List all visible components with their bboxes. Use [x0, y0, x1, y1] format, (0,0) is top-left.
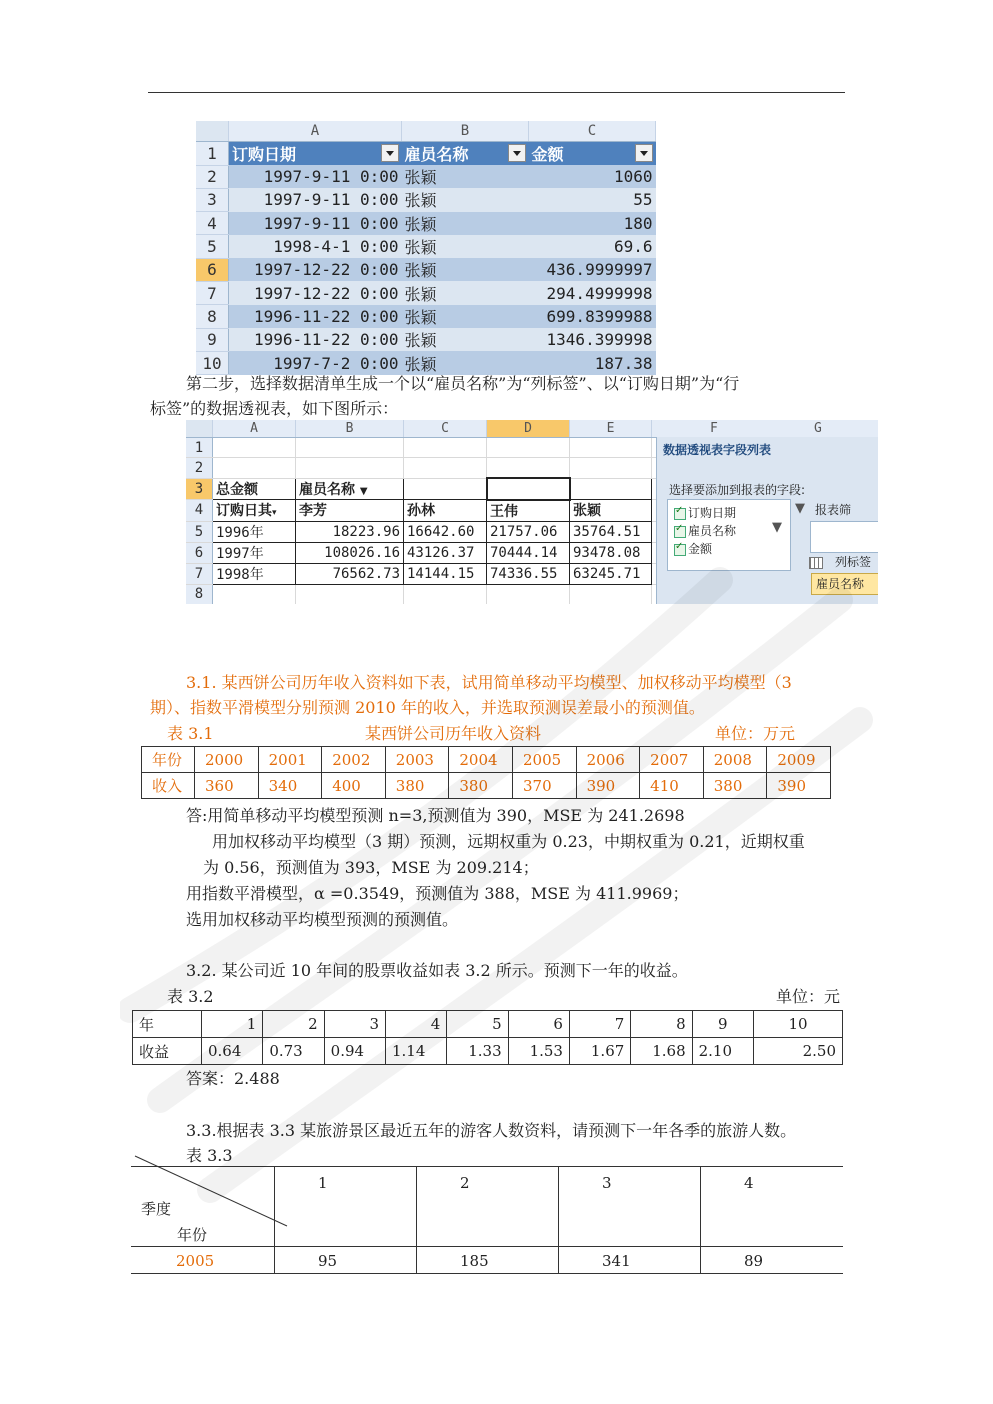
year-cell: 3 — [324, 1011, 385, 1038]
corner-quarter-label: 季度 — [141, 1200, 172, 1218]
select-all-corner — [196, 121, 229, 142]
year-cell: 2000 — [195, 747, 259, 773]
revenue-cell: 410 — [640, 773, 704, 799]
checkbox-icon[interactable] — [674, 508, 686, 520]
quarter-header: 3 — [602, 1174, 612, 1192]
row-number: 10 — [196, 351, 229, 374]
date-cell: 1997-12-22 0:00 — [229, 258, 402, 281]
amount-cell: 436.9999997 — [529, 258, 656, 281]
value-cell: 16642.60 — [404, 521, 487, 542]
row-number: 9 — [196, 328, 229, 351]
table-row — [142, 773, 831, 799]
revenue-cell: 370 — [512, 773, 576, 799]
q31-answer-2: 用加权移动平均模型（3 期）预测，远期权重为 0.23，中期权重为 0.21，近期权重 — [212, 832, 805, 851]
row-number: 6 — [186, 542, 213, 563]
value-cell: 21757.06 — [487, 521, 570, 542]
value-cell: 341 — [602, 1252, 631, 1270]
funnel-icon: ▼ — [772, 520, 782, 535]
amount-cell: 180 — [529, 212, 656, 235]
year-cell: 2001 — [258, 747, 322, 773]
revenue-cell: 390 — [767, 773, 831, 799]
table-row — [142, 747, 831, 773]
step2-line2: 标签”的数据透视表，如下图所示： — [150, 399, 399, 418]
table-border — [131, 1246, 843, 1247]
year-cell: 1998年 — [213, 563, 296, 584]
row-number: 5 — [186, 521, 213, 542]
row-number: 2 — [186, 458, 213, 479]
row-number: 5 — [196, 235, 229, 258]
panel-prompt: 选择要添加到报表的字段: — [669, 483, 806, 497]
report-filter-box[interactable] — [810, 521, 878, 553]
q33-line1: 3.3.根据表 3.3 某旅游景区最近五年的游客人数资料，请预测下一年各季的旅游人数。 — [186, 1121, 797, 1140]
col-header-g: G — [814, 421, 822, 436]
amount-cell: 1060 — [529, 165, 656, 188]
return-cell: 2.50 — [754, 1038, 843, 1065]
year-cell: 2002 — [322, 747, 386, 773]
row-number: 8 — [186, 584, 213, 604]
col-header-c: C — [529, 121, 656, 142]
table-border — [416, 1166, 417, 1273]
table31-label: 表 3.1 — [167, 724, 214, 743]
year-cell: 2 — [263, 1011, 324, 1038]
name-cell: 张颖 — [402, 281, 529, 304]
col-header-b: B — [402, 121, 529, 142]
quarter-header: 1 — [318, 1174, 328, 1192]
date-cell: 1997-9-11 0:00 — [229, 188, 402, 211]
panel-title: 数据透视表字段列表 — [663, 443, 772, 457]
col-header-a: A — [213, 420, 296, 438]
table-row — [196, 305, 656, 328]
filter-dropdown-icon — [508, 144, 526, 162]
pivot-row-field[interactable]: 订购日其▾ — [213, 500, 296, 522]
name-cell: 张颖 — [402, 328, 529, 351]
name-cell: 张颖 — [402, 258, 529, 281]
employee-field-chip[interactable]: 雇员名称 — [811, 573, 878, 595]
col-header-d: D — [487, 420, 570, 438]
revenue-cell: 380 — [703, 773, 767, 799]
year-cell: 2005 — [176, 1252, 215, 1270]
return-cell: 0.73 — [263, 1038, 324, 1065]
year-cell: 2008 — [703, 747, 767, 773]
value-cell: 76562.73 — [296, 563, 404, 584]
value-cell: 108026.16 — [296, 542, 404, 563]
table-row — [196, 235, 656, 258]
year-cell: 7 — [569, 1011, 630, 1038]
year-cell: 6 — [508, 1011, 569, 1038]
row-number: 3 — [196, 188, 229, 211]
table-row — [196, 258, 656, 281]
q31-answer-5: 选用加权移动平均模型预测的预测值。 — [186, 910, 459, 929]
date-cell: 1996-11-22 0:00 — [229, 328, 402, 351]
row-number: 7 — [196, 281, 229, 304]
table-border — [558, 1166, 559, 1273]
value-cell: 63245.71 — [570, 563, 652, 584]
field-amount[interactable]: ✓金额 — [674, 540, 712, 557]
header-order-date: 订购日期 — [229, 142, 402, 166]
q32-line1: 3.2. 某公司近 10 年间的股票收益如表 3.2 所示。预测下一年的收益。 — [186, 961, 688, 980]
year-cell: 9 — [692, 1011, 753, 1038]
column-labels-label: 列标签 — [835, 555, 872, 569]
q31-answer-3: 为 0.56，预测值为 393，MSE 为 209.214； — [203, 858, 539, 877]
year-cell: 2006 — [576, 747, 640, 773]
name-cell: 张颖 — [402, 188, 529, 211]
table31-title: 某西饼公司历年收入资料 — [365, 724, 542, 743]
year-cell: 2004 — [449, 747, 513, 773]
date-cell: 1998-4-1 0:00 — [229, 235, 402, 258]
value-cell: 43126.37 — [404, 542, 487, 563]
name-cell: 张颖 — [402, 212, 529, 235]
active-cell[interactable] — [487, 478, 570, 499]
date-cell: 1996-11-22 0:00 — [229, 305, 402, 328]
table-3-3 — [131, 1166, 843, 1274]
date-cell: 1997-9-11 0:00 — [229, 165, 402, 188]
name-cell: 张颖 — [402, 235, 529, 258]
return-cell: 1.67 — [569, 1038, 630, 1065]
table-row — [196, 328, 656, 351]
table-row — [133, 1011, 843, 1038]
step2-line1: 第二步，选择数据清单生成一个以“雇员名称”为“列标签”、以“订购日期”为“行 — [186, 374, 740, 393]
filter-dropdown-icon — [635, 144, 653, 162]
quarter-header: 2 — [460, 1174, 470, 1192]
report-filter-label: 报表筛 — [815, 503, 852, 517]
amount-cell: 294.4999998 — [529, 281, 656, 304]
value-cell: 95 — [318, 1252, 338, 1270]
q31-answer-4: 用指数平滑模型，α =0.3549，预测值为 388，MSE 为 411.9969； — [186, 884, 689, 903]
checkbox-icon[interactable] — [674, 544, 686, 556]
field-order-date[interactable]: ✓订购日期 — [674, 504, 736, 521]
filter-dropdown-icon — [381, 144, 399, 162]
value-cell: 35764.51 — [570, 521, 652, 542]
date-cell: 1997-12-22 0:00 — [229, 281, 402, 304]
row-label: 年份 — [142, 747, 195, 773]
year-cell: 2005 — [512, 747, 576, 773]
table-row — [196, 188, 656, 211]
return-cell: 1.33 — [447, 1038, 508, 1065]
value-cell: 70444.14 — [487, 542, 570, 563]
row-number-selected: 6 — [196, 258, 229, 281]
table-border — [131, 1273, 843, 1274]
select-all-corner — [186, 420, 213, 438]
header-employee: 雇员名称 — [402, 142, 529, 166]
revenue-cell: 380 — [385, 773, 449, 799]
header-rule — [148, 92, 845, 93]
revenue-cell: 340 — [258, 773, 322, 799]
checkbox-icon[interactable] — [674, 526, 686, 538]
year-cell: 2003 — [385, 747, 449, 773]
revenue-cell: 390 — [576, 773, 640, 799]
col-header-f: F — [710, 421, 718, 436]
employee-header: 张颖 — [570, 500, 652, 522]
field-employee[interactable]: ✓雇员名称 — [674, 522, 736, 539]
table31-unit: 单位：万元 — [715, 724, 796, 743]
table-3-1 — [141, 746, 831, 799]
value-cell: 89 — [744, 1252, 764, 1270]
col-header-e: E — [570, 420, 652, 438]
pivot-field-list-panel — [656, 437, 878, 604]
amount-cell: 187.38 — [529, 351, 656, 374]
year-cell: 4 — [385, 1011, 446, 1038]
table-row — [196, 281, 656, 304]
col-header-a: A — [229, 121, 402, 142]
return-cell: 0.94 — [324, 1038, 385, 1065]
amount-cell: 1346.399998 — [529, 328, 656, 351]
table-row — [196, 212, 656, 235]
amount-cell: 55 — [529, 188, 656, 211]
table-row — [186, 563, 659, 584]
employee-header: 孙林 — [404, 500, 487, 522]
return-cell: 2.10 — [692, 1038, 753, 1065]
dropdown-icon: ▾ — [272, 508, 277, 519]
return-cell: 1.53 — [508, 1038, 569, 1065]
excel-pivot-screenshot — [186, 420, 878, 604]
amount-cell: 69.6 — [529, 235, 656, 258]
row-number: 1 — [196, 142, 229, 166]
employee-header: 王伟 — [487, 500, 570, 522]
return-cell: 1.14 — [385, 1038, 446, 1065]
table-row — [186, 542, 659, 563]
name-cell: 张颖 — [402, 351, 529, 374]
q31-line1: 3.1. 某西饼公司历年收入资料如下表，试用简单移动平均模型、加权移动平均模型（3 — [186, 673, 792, 692]
row-number: 1 — [186, 438, 213, 458]
row-number: 2 — [196, 165, 229, 188]
funnel-icon: ▼ — [795, 501, 805, 516]
value-cell: 74336.55 — [487, 563, 570, 584]
year-cell: 2009 — [767, 747, 831, 773]
year-cell: 1996年 — [213, 521, 296, 542]
row-number: 4 — [186, 500, 213, 522]
table32-unit: 单位：元 — [776, 987, 841, 1006]
year-cell: 1997年 — [213, 542, 296, 563]
value-cell: 93478.08 — [570, 542, 652, 563]
table-row — [133, 1038, 843, 1065]
year-cell: 8 — [631, 1011, 692, 1038]
year-cell: 10 — [754, 1011, 843, 1038]
table32-label: 表 3.2 — [167, 987, 214, 1006]
revenue-cell: 400 — [322, 773, 386, 799]
table33-label: 表 3.3 — [186, 1146, 233, 1165]
header-amount: 金额 — [529, 142, 656, 166]
quarter-header: 4 — [744, 1174, 754, 1192]
year-cell: 1 — [202, 1011, 263, 1038]
row-label: 收入 — [142, 773, 195, 799]
return-cell: 0.64 — [202, 1038, 263, 1065]
amount-cell: 699.8399988 — [529, 305, 656, 328]
row-number: 7 — [186, 563, 213, 584]
filter-icon: ▼ — [359, 485, 368, 497]
value-cell: 18223.96 — [296, 521, 404, 542]
name-cell: 张颖 — [402, 165, 529, 188]
year-cell: 2007 — [640, 747, 704, 773]
row-number: 4 — [196, 212, 229, 235]
row-label: 年 — [133, 1011, 202, 1038]
table-3-2 — [132, 1010, 843, 1065]
excel-data-list-screenshot — [196, 121, 660, 374]
value-cell: 14144.15 — [404, 563, 487, 584]
revenue-cell: 380 — [449, 773, 513, 799]
return-cell: 1.68 — [631, 1038, 692, 1065]
table-border — [700, 1166, 701, 1273]
year-cell: 5 — [447, 1011, 508, 1038]
value-cell: 185 — [460, 1252, 489, 1270]
row-number-selected: 3 — [186, 478, 213, 499]
row-label: 收益 — [133, 1038, 202, 1065]
q31-answer-1: 答:用简单移动平均模型预测 n=3,预测值为 390，MSE 为 241.2698 — [186, 806, 685, 825]
corner-year-label: 年份 — [177, 1226, 208, 1244]
revenue-cell: 360 — [195, 773, 259, 799]
q31-line2: 期）、指数平滑模型分别预测 2010 年的收入，并选取预测误差最小的预测值。 — [150, 698, 705, 717]
date-cell: 1997-7-2 0:00 — [229, 351, 402, 374]
table-row — [196, 165, 656, 188]
row-number: 8 — [196, 305, 229, 328]
col-header-b: B — [296, 420, 404, 438]
q32-answer: 答案：2.488 — [186, 1069, 280, 1088]
pivot-total-label: 总金额 — [213, 478, 296, 499]
date-cell: 1997-9-11 0:00 — [229, 212, 402, 235]
employee-header: 李芳 — [296, 500, 404, 522]
grid-icon — [809, 557, 823, 569]
table-row — [186, 521, 659, 542]
pivot-col-field[interactable]: 雇员名称 ▼ — [296, 478, 404, 499]
col-header-c: C — [404, 420, 487, 438]
field-list-box — [667, 499, 791, 571]
name-cell: 张颖 — [402, 305, 529, 328]
